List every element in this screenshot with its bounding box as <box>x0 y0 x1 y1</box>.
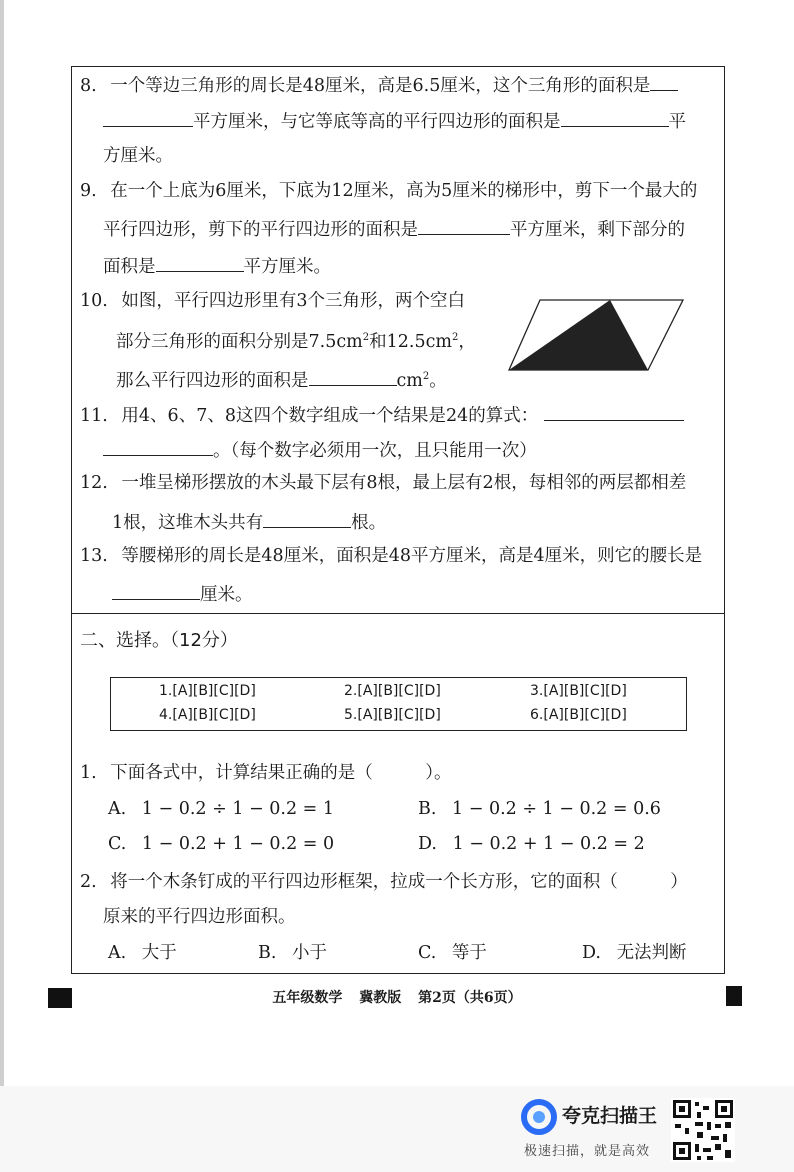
q10-number: 10. <box>80 291 108 311</box>
q12-blank[interactable] <box>263 509 351 528</box>
q11-text1: 用4、6、7、8这四个数字组成一个结果是24的算式： <box>121 406 539 426</box>
q8-line2 <box>103 108 686 133</box>
q8-text1: 一个等边三角形的周长是48厘米，高是6.5厘米，这个三角形的面积是 <box>110 76 651 96</box>
section-2-title: 二、选择。（12分） <box>80 630 238 651</box>
option-label: D. <box>582 943 601 963</box>
choice-q2-option-a[interactable] <box>108 942 177 964</box>
option-label: A. <box>108 943 127 963</box>
answer-row-4[interactable]: 4.[A][B][C][D] <box>159 707 256 723</box>
option-text: 大于 <box>141 943 177 963</box>
choice-q2-stem2 <box>103 906 296 928</box>
q10-text2: 部分三角形的面积分别是7.5cm <box>116 332 363 352</box>
q10-text1: 如图，平行四边形里有3个三角形，两个空白 <box>121 291 466 311</box>
scan-edge <box>0 0 4 1090</box>
q11-blank-a[interactable] <box>544 402 684 421</box>
q8-number: 8. <box>80 76 97 96</box>
q8-blank-b[interactable] <box>561 108 669 127</box>
option-text: 无法判断 <box>616 943 687 963</box>
q11-text2: 。（每个数字必须用一次，且只能用一次） <box>213 441 537 461</box>
answer-row-6[interactable]: 6.[A][B][C][D] <box>530 707 627 723</box>
option-label: B. <box>258 943 277 963</box>
q13-number: 13. <box>80 546 108 566</box>
q12-text3: 根。 <box>351 513 387 533</box>
q13-text1: 等腰梯形的周长是48厘米，面积是48平方厘米，高是4厘米，则它的腰长是 <box>121 546 703 566</box>
q9-text3: 平方厘米，剩下部分的 <box>510 220 685 240</box>
choice-q2-text2: 原来的平行四边形面积。 <box>103 907 296 927</box>
q9-line3 <box>103 253 331 278</box>
option-label: A. <box>108 799 127 819</box>
answer-row-3[interactable]: 3.[A][B][C][D] <box>530 683 627 699</box>
q9-text2: 平行四边形，剪下的平行四边形的面积是 <box>103 220 418 240</box>
q10-line1 <box>80 290 465 312</box>
choice-q2-option-c[interactable] <box>418 942 487 964</box>
shaded-triangle <box>509 300 648 370</box>
q9-text5: 平方厘米。 <box>243 257 331 277</box>
q10-blank[interactable] <box>309 367 397 386</box>
q9-text1: 在一个上底为6厘米，下底为12厘米，高为5厘米的梯形中，剪下一个最大的 <box>110 181 698 201</box>
choice-q1-option-a[interactable] <box>108 798 334 820</box>
choice-q2-number: 2. <box>80 872 97 892</box>
choice-q1-option-c[interactable] <box>108 833 334 855</box>
option-label: C. <box>108 834 127 854</box>
q10-unit: cm <box>396 371 423 391</box>
option-label: B. <box>418 799 437 819</box>
q10-text5: 那么平行四边形的面积是 <box>116 371 309 391</box>
q13-blank[interactable] <box>112 581 200 600</box>
q10-line3 <box>116 366 447 392</box>
option-text: 1 − 0.2 ÷ 1 − 0.2 = 1 <box>141 799 334 819</box>
option-text: 等于 <box>451 943 487 963</box>
choice-q1-text: 下面各式中，计算结果正确的是（ ）。 <box>110 763 452 783</box>
q10-sup-a: 2 <box>362 332 370 343</box>
choice-q2-stem <box>80 871 688 893</box>
footer-edition: 冀教版 <box>359 990 402 1006</box>
q9-blank-b[interactable] <box>156 253 244 272</box>
option-label: C. <box>418 943 437 963</box>
option-text: 1 − 0.2 + 1 − 0.2 = 0 <box>141 834 335 854</box>
page-footer <box>0 987 794 1007</box>
option-text: 1 − 0.2 + 1 − 0.2 = 2 <box>452 834 645 854</box>
footer-grade: 五年级数学 <box>272 990 343 1006</box>
q10-text3: 和12.5cm <box>369 332 452 352</box>
parallelogram-figure <box>505 296 687 374</box>
scanner-logo-icon <box>521 1099 557 1135</box>
q10-sup-b: 2 <box>451 332 459 343</box>
footer-page: 第2页（共6页） <box>418 990 522 1006</box>
watermark-slogan: 极速扫描，就是高效 <box>524 1144 651 1159</box>
q10-text4: ， <box>458 332 476 352</box>
q8-line1 <box>80 72 678 97</box>
choice-q2-text: 将一个木条钉成的平行四边形框架，拉成一个长方形，它的面积（ ） <box>110 872 688 892</box>
answer-row-5[interactable]: 5.[A][B][C][D] <box>344 707 441 723</box>
answer-sheet-box <box>110 677 687 731</box>
q10-line2 <box>116 327 476 353</box>
q9-line1 <box>80 180 697 202</box>
q8-text3: 平 <box>668 112 686 132</box>
q8-line3 <box>103 145 173 167</box>
q9-line2 <box>103 216 685 241</box>
q11-number: 11. <box>80 406 108 426</box>
choice-q1-stem <box>80 762 452 784</box>
q12-text1: 一堆呈梯形摆放的木头最下层有8根，最上层有2根，每相邻的两层都相差 <box>121 473 687 493</box>
qr-code-icon <box>671 1098 735 1162</box>
answer-row-1[interactable]: 1.[A][B][C][D] <box>159 683 256 699</box>
q8-text4: 方厘米。 <box>103 146 173 166</box>
option-label: D. <box>418 834 437 854</box>
q11-line2 <box>103 437 537 462</box>
choice-q2-option-d[interactable] <box>582 942 687 964</box>
q9-number: 9. <box>80 181 97 201</box>
q13-text2: 厘米。 <box>200 585 253 605</box>
q12-text2: 1根，这堆木头共有 <box>112 513 264 533</box>
q8-text2: 平方厘米，与它等底等高的平行四边形的面积是 <box>193 112 561 132</box>
option-text: 1 − 0.2 ÷ 1 − 0.2 = 0.6 <box>452 799 661 819</box>
q10-sup-c: 2 <box>422 371 430 382</box>
q9-text4: 面积是 <box>103 257 156 277</box>
q11-line1 <box>80 402 684 427</box>
q12-line1 <box>80 472 686 494</box>
choice-q2-option-b[interactable] <box>258 942 327 964</box>
q9-blank-a[interactable] <box>418 216 510 235</box>
section-divider <box>71 613 725 614</box>
q12-number: 12. <box>80 473 108 493</box>
q10-text6: 。 <box>429 371 447 391</box>
watermark-title: 夸克扫描王 <box>562 1105 658 1127</box>
q13-line2 <box>112 581 253 606</box>
q8-blank-a-cont[interactable] <box>103 108 193 127</box>
q8-blank-a[interactable] <box>650 72 678 91</box>
choice-q1-number: 1. <box>80 763 97 783</box>
choice-q1-option-d[interactable] <box>418 833 645 855</box>
q13-line1 <box>80 545 702 567</box>
answer-row-2[interactable]: 2.[A][B][C][D] <box>344 683 441 699</box>
choice-q1-option-b[interactable] <box>418 798 661 820</box>
option-text: 小于 <box>292 943 328 963</box>
q11-blank-b[interactable] <box>103 437 213 456</box>
q12-line2 <box>112 509 386 534</box>
